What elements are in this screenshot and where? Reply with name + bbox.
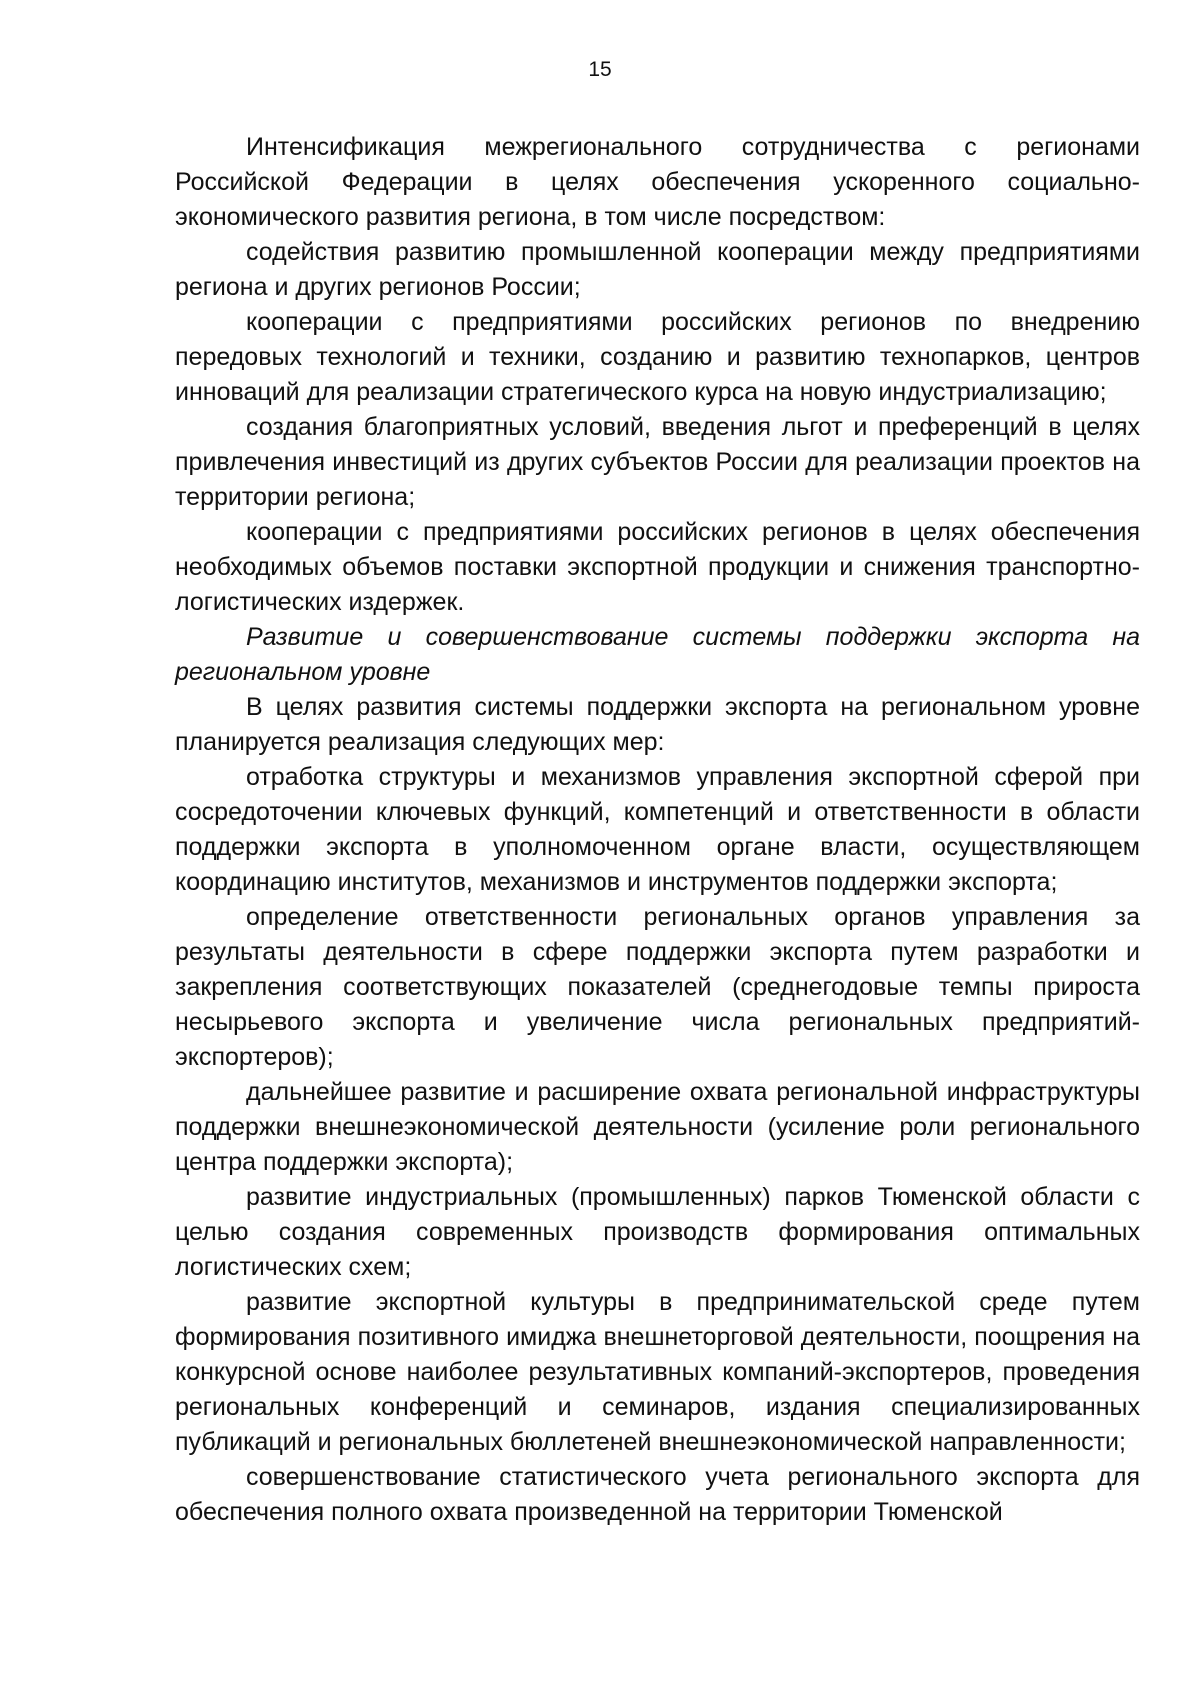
paragraph-industrial-cooperation: содействия развитию промышленной кооперации между предприятиями региона и других регионов России; — [175, 238, 1140, 301]
paragraph-technology-cooperation: кооперации с предприятиями российских регионов по внедрению передовых технологий и техники, созданию и развитию технопарков, центров инноваций для реализации стратегического курса на новую индустриализацию; — [175, 308, 1140, 406]
paragraph-infrastructure: дальнейшее развитие и расширение охвата региональной инфраструктуры поддержки внешнеэкономической деятельности (усиление роли регионального центра поддержки экспорта); — [175, 1078, 1140, 1176]
paragraph-measures-intro: В целях развития системы поддержки экспорта на региональном уровне планируется реализация следующих мер: — [175, 693, 1140, 756]
paragraph-export-cooperation: кооперации с предприятиями российских регионов в целях обеспечения необходимых объемов поставки экспортной продукции и снижения транспортно-логистических издержек. — [175, 518, 1140, 616]
paragraph-management-structure: отработка структуры и механизмов управления экспортной сферой при сосредоточении ключевых функций, компетенций и ответственности в области поддержки экспорта в уполномоченном органе власти, осуществляющем координацию институтов, механизмов и инструментов поддержки экспорта; — [175, 763, 1140, 896]
paragraph-favorable-conditions: создания благоприятных условий, введения льгот и преференций в целях привлечения инвестиций из других субъектов России для реализации проектов на территории региона; — [175, 413, 1140, 511]
paragraph-interregional-cooperation: Интенсификация межрегионального сотрудничества с регионами Российской Федерации в целях обеспечения ускоренного социально-экономического развития региона, в том числе посредством: — [175, 133, 1140, 231]
paragraph-export-culture: развитие экспортной культуры в предпринимательской среде путем формирования позитивного имиджа внешнеторговой деятельности, поощрения на конкурсной основе наиболее результативных компаний-экспортеров, проведения региональных конференций и семинаров, издания специализированных публикаций и региональных бюллетеней внешнеэкономической направленности; — [175, 1288, 1140, 1456]
paragraph-responsibility: определение ответственности региональных органов управления за результаты деятельности в сфере поддержки экспорта путем разработки и закрепления соответствующих показателей (среднегодовые темпы прироста несырьевого экспорта и увеличение числа региональных предприятий-экспортеров); — [175, 903, 1140, 1071]
section-heading-export-support: Развитие и совершенствование системы поддержки экспорта на региональном уровне — [175, 623, 1140, 686]
document-body — [175, 130, 1140, 1530]
paragraph-statistics: совершенствование статистического учета регионального экспорта для обеспечения полного охвата произведенной на территории Тюменской — [175, 1463, 1140, 1526]
page-number: 15 — [588, 58, 612, 81]
paragraph-industrial-parks: развитие индустриальных (промышленных) парков Тюменской области с целью создания современных производств формирования оптимальных логистических схем; — [175, 1183, 1140, 1281]
